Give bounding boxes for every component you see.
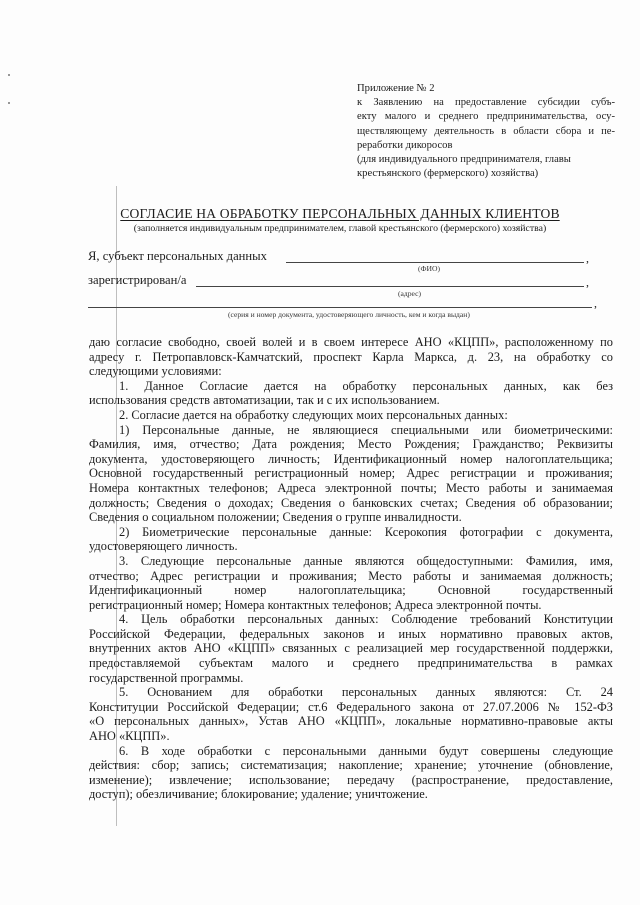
appendix-line: реработки дикоросов [357,139,453,151]
clause-6: 6. В ходе обработки с персональными данными будут совершены следующие [119,743,613,758]
subject-hint: (ФИО) [418,264,441,273]
body-line: адресу г. Петропавловск-Камчатский, проспект Карла Маркса, д. 23, на обработку со [89,349,613,364]
body-line: следующими условиями: [89,364,222,379]
appendix-number: Приложение № 2 [357,83,435,94]
subject-label: Я, субъект персональных данных [88,249,267,263]
body-line: Фамилия, имя, отчество; Дата рождения; Место Рождения; Гражданство; Реквизиты [89,437,613,452]
document-hint: (серия и номер документа, удостоверяющего личность, кем и когда выдан) [228,310,470,319]
subject-comma: , [586,251,589,265]
appendix-line: крестьянского (фермерского) хозяйства) [357,168,539,180]
body-line: документа, удостоверяющего личность; Идентификационный номер налогоплательщика; [89,451,613,466]
body-line: даю согласие свободно, своей волей и в своем интересе АНО «КЦПП», расположенному по [89,335,613,349]
body-line: Конституции Российской Федерации; ст.6 Федерального закона от 27.07.2006 № 152-ФЗ [89,699,613,714]
body-line: отчество; Адрес регистрации и проживания; Место работы и занимаемая должность; [89,568,613,583]
appendix-line: к Заявлению на предоставление субсидии субъ- [357,97,615,109]
body-line: внутренних актов АНО «КЦПП» связанных с реализацией мер государственной поддержки, [89,641,613,656]
scan-speck [8,102,10,104]
appendix-block [357,82,615,181]
body-line: использования средств автоматизации, так и с их использованием. [89,393,440,408]
document-title: СОГЛАСИЕ НА ОБРАБОТКУ ПЕРСОНАЛЬНЫХ ДАННЫХ КЛИЕНТОВ [120,206,560,221]
clause-2-2: 2) Биометрические персональные данные: Ксерокопия фотографии с документа, [119,524,613,539]
body-line: «О персональных данных», Устав АНО «КЦПП», локальные нормативно-правовые акты [89,714,613,729]
clause-3: 3. Следующие персональные данные являются общедоступными: Фамилия, имя, [119,553,613,568]
document-subtitle: (заполняется индивидуальным предпринимателем, главой крестьянского (фермерского) хозяйства) [133,223,547,234]
appendix-line: ществляющему деятельность в области сбора и пе- [357,125,615,137]
address-hint: (адрес) [398,289,422,298]
document-comma: , [594,296,597,310]
body-line: регистрационный номер; Номера контактных телефонов; Адреса электронной почты. [89,597,542,612]
scan-speck [8,74,10,76]
clause-1: 1. Данное Согласие дается на обработку персональных данных, как без [119,378,613,393]
clause-5: 5. Основанием для обработки персональных данных являются: Ст. 24 [119,685,613,700]
clause-2: 2. Согласие дается на обработку следующих моих персональных данных: [119,407,508,422]
body-line: должность; Сведения о доходах; Сведения о банковских счетах; Сведения об образовании; [89,495,613,510]
appendix-line: екту малого и среднего предпринимательства, осу- [357,111,615,123]
body-line: Идентификационный номер налогоплательщика; Основной государственный [89,583,613,598]
body-line: предоставляемой субъектам малого и среднего предпринимательства в рамках [89,656,613,671]
body-line: изменение); извлечение; использование; передачу (распространение, предоставление, [89,772,613,787]
body-line: удостоверяющего личность. [89,539,238,554]
clause-4: 4. Цель обработки персональных данных: Соблюдение требований Конституции [119,612,613,627]
clause-2-1: 1) Персональные данные, не являющиеся специальными или биометрическими: [119,422,613,437]
body-line: АНО «КЦПП». [89,729,170,744]
body-line: Российской Федерации, федеральных законов и иных нормативно правовых актов, [89,626,613,641]
body-line: государственной программы. [89,670,244,685]
appendix-line: (для индивидуального предпринимателя, главы [357,154,571,166]
subject-name-field[interactable] [286,262,584,263]
body-line: Сведения о социальном положении; Сведения о группе инвалидности. [89,510,462,525]
address-comma: , [586,275,589,289]
consent-body [89,335,613,802]
body-line: доступ); обезличивание; блокирование; удаление; уничтожение. [89,787,428,802]
body-line: Основной государственный регистрационный номер; Адрес регистрации и проживания; [89,466,613,481]
document-field[interactable] [88,307,592,308]
body-line: Номера контактных телефонов; Адреса электронной почты; Место работы и занимаемая [89,480,613,495]
address-field[interactable] [196,286,584,287]
body-line: действия: сбор; запись; систематизация; накопление; хранение; уточнение (обновление, [89,758,613,773]
registered-label: зарегистрирован/а [88,273,187,287]
